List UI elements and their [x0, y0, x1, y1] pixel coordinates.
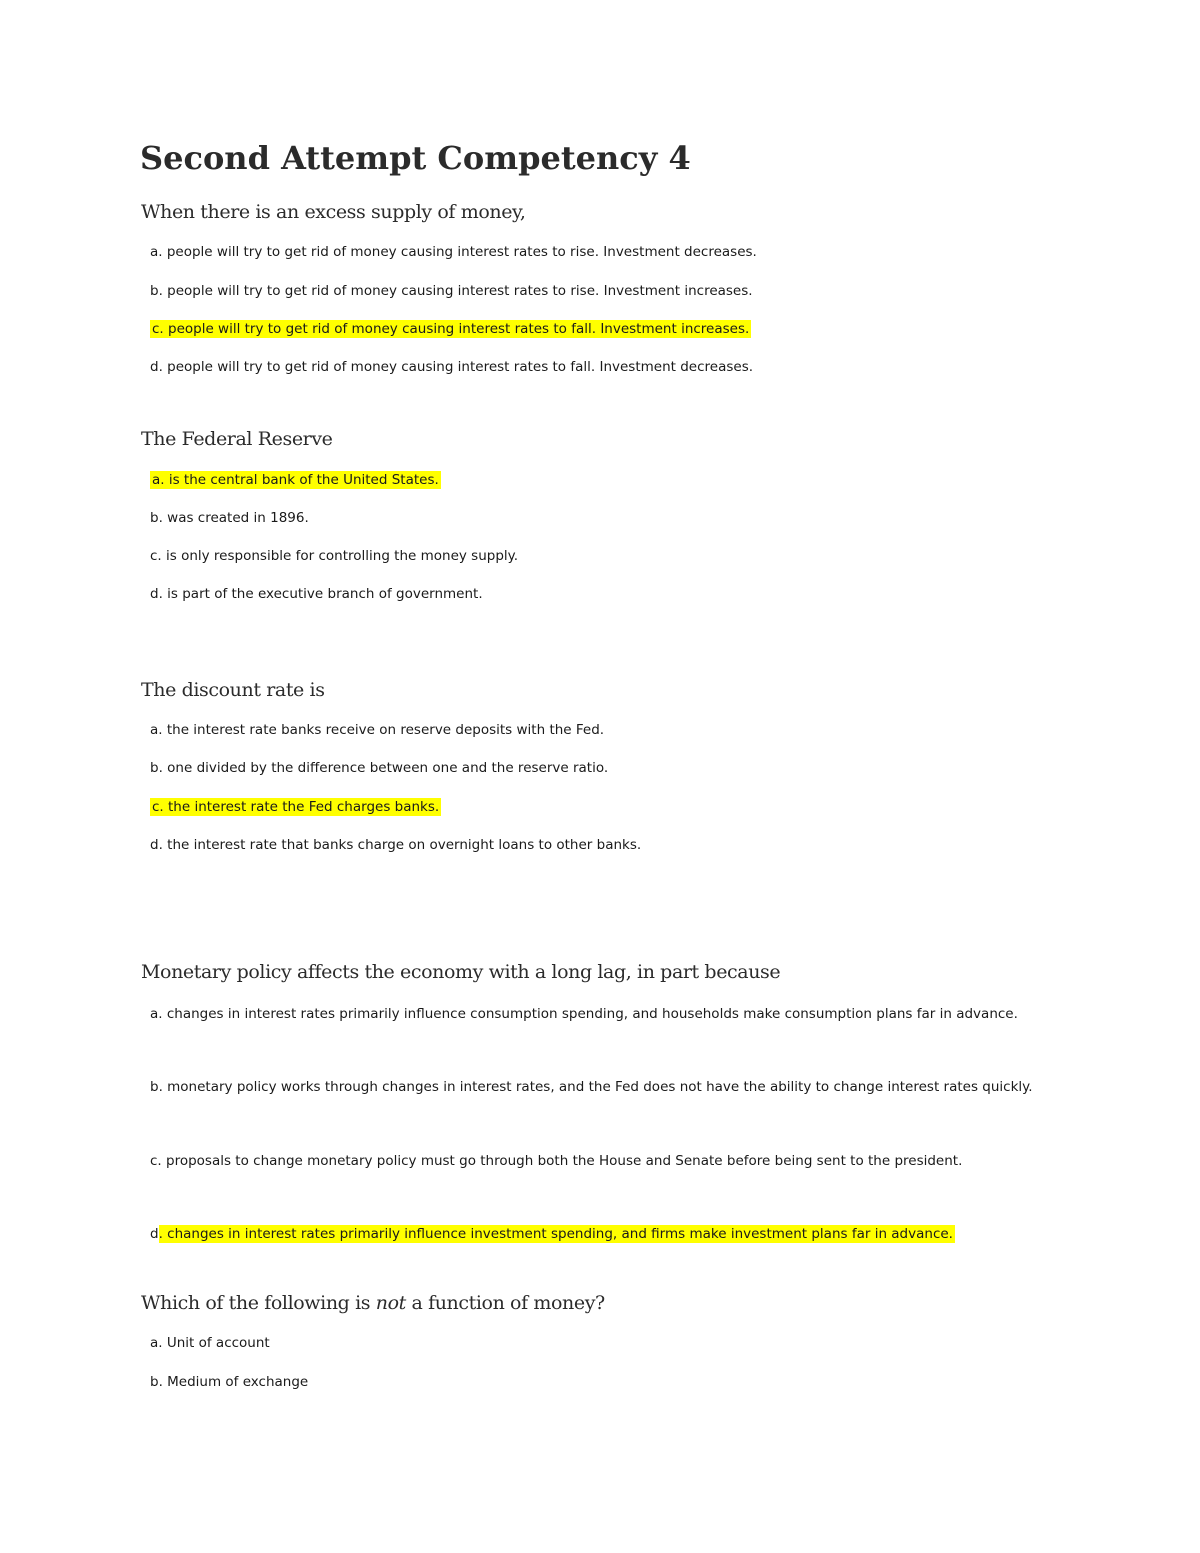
question-1-option-b: b. people will try to get rid of money causing interest rates to rise. Investment increases. — [150, 283, 753, 299]
question-4-option-b: b. monetary policy works through changes in interest rates, and the Fed does not have the ability to change interest rates quickly. — [150, 1079, 1033, 1095]
question-4-option-c: c. proposals to change monetary policy must go through both the House and Senate before being sent to the president. — [150, 1153, 963, 1169]
highlighted-answer: c. people will try to get rid of money causing interest rates to fall. Investment increases. — [152, 321, 750, 337]
question-5-text — [141, 1290, 605, 1316]
highlighted-answer: a. is the central bank of the United States. — [152, 472, 439, 488]
question-3-option-a: a. the interest rate banks receive on reserve deposits with the Fed. — [150, 722, 605, 738]
question-2-option-a — [150, 470, 441, 490]
question-1-option-a: a. people will try to get rid of money causing interest rates to rise. Investment decreases. — [150, 244, 757, 260]
question-1-option-d: d. people will try to get rid of money causing interest rates to fall. Investment decreases. — [150, 359, 754, 375]
question-1-option-c — [150, 319, 751, 339]
question-3-option-b: b. one divided by the difference between one and the reserve ratio. — [150, 760, 609, 776]
question-2-option-b: b. was created in 1896. — [150, 510, 309, 526]
highlighted-answer: . changes in interest rates primarily influence investment spending, and firms make investment plans far in advance. — [158, 1226, 953, 1242]
question-2-option-c: c. is only responsible for controlling the money supply. — [150, 548, 519, 564]
option-d-letter: d — [150, 1226, 159, 1242]
question-1-text: When there is an excess supply of money, — [141, 201, 526, 223]
question-5-text-after: a function of money? — [405, 1292, 605, 1314]
question-4-option-d — [150, 1224, 955, 1244]
question-4-option-a: a. changes in interest rates primarily influence consumption spending, and households make consumption plans far in advance. — [150, 1006, 1018, 1022]
question-2-text: The Federal Reserve — [141, 428, 333, 450]
question-5-text-before: Which of the following is — [141, 1292, 376, 1314]
page-title: Second Attempt Competency 4 — [140, 139, 691, 177]
question-4-text: Monetary policy affects the economy with a long lag, in part because — [141, 961, 781, 983]
question-2-option-d: d. is part of the executive branch of government. — [150, 586, 483, 602]
highlighted-answer: c. the interest rate the Fed charges banks. — [152, 799, 440, 815]
question-5-text-emphasis: not — [375, 1292, 406, 1314]
question-5-option-a: a. Unit of account — [150, 1335, 270, 1351]
question-3-text: The discount rate is — [141, 679, 325, 701]
question-3-option-d: d. the interest rate that banks charge on overnight loans to other banks. — [150, 837, 642, 853]
question-5-option-b: b. Medium of exchange — [150, 1374, 309, 1390]
question-3-option-c — [150, 797, 441, 817]
